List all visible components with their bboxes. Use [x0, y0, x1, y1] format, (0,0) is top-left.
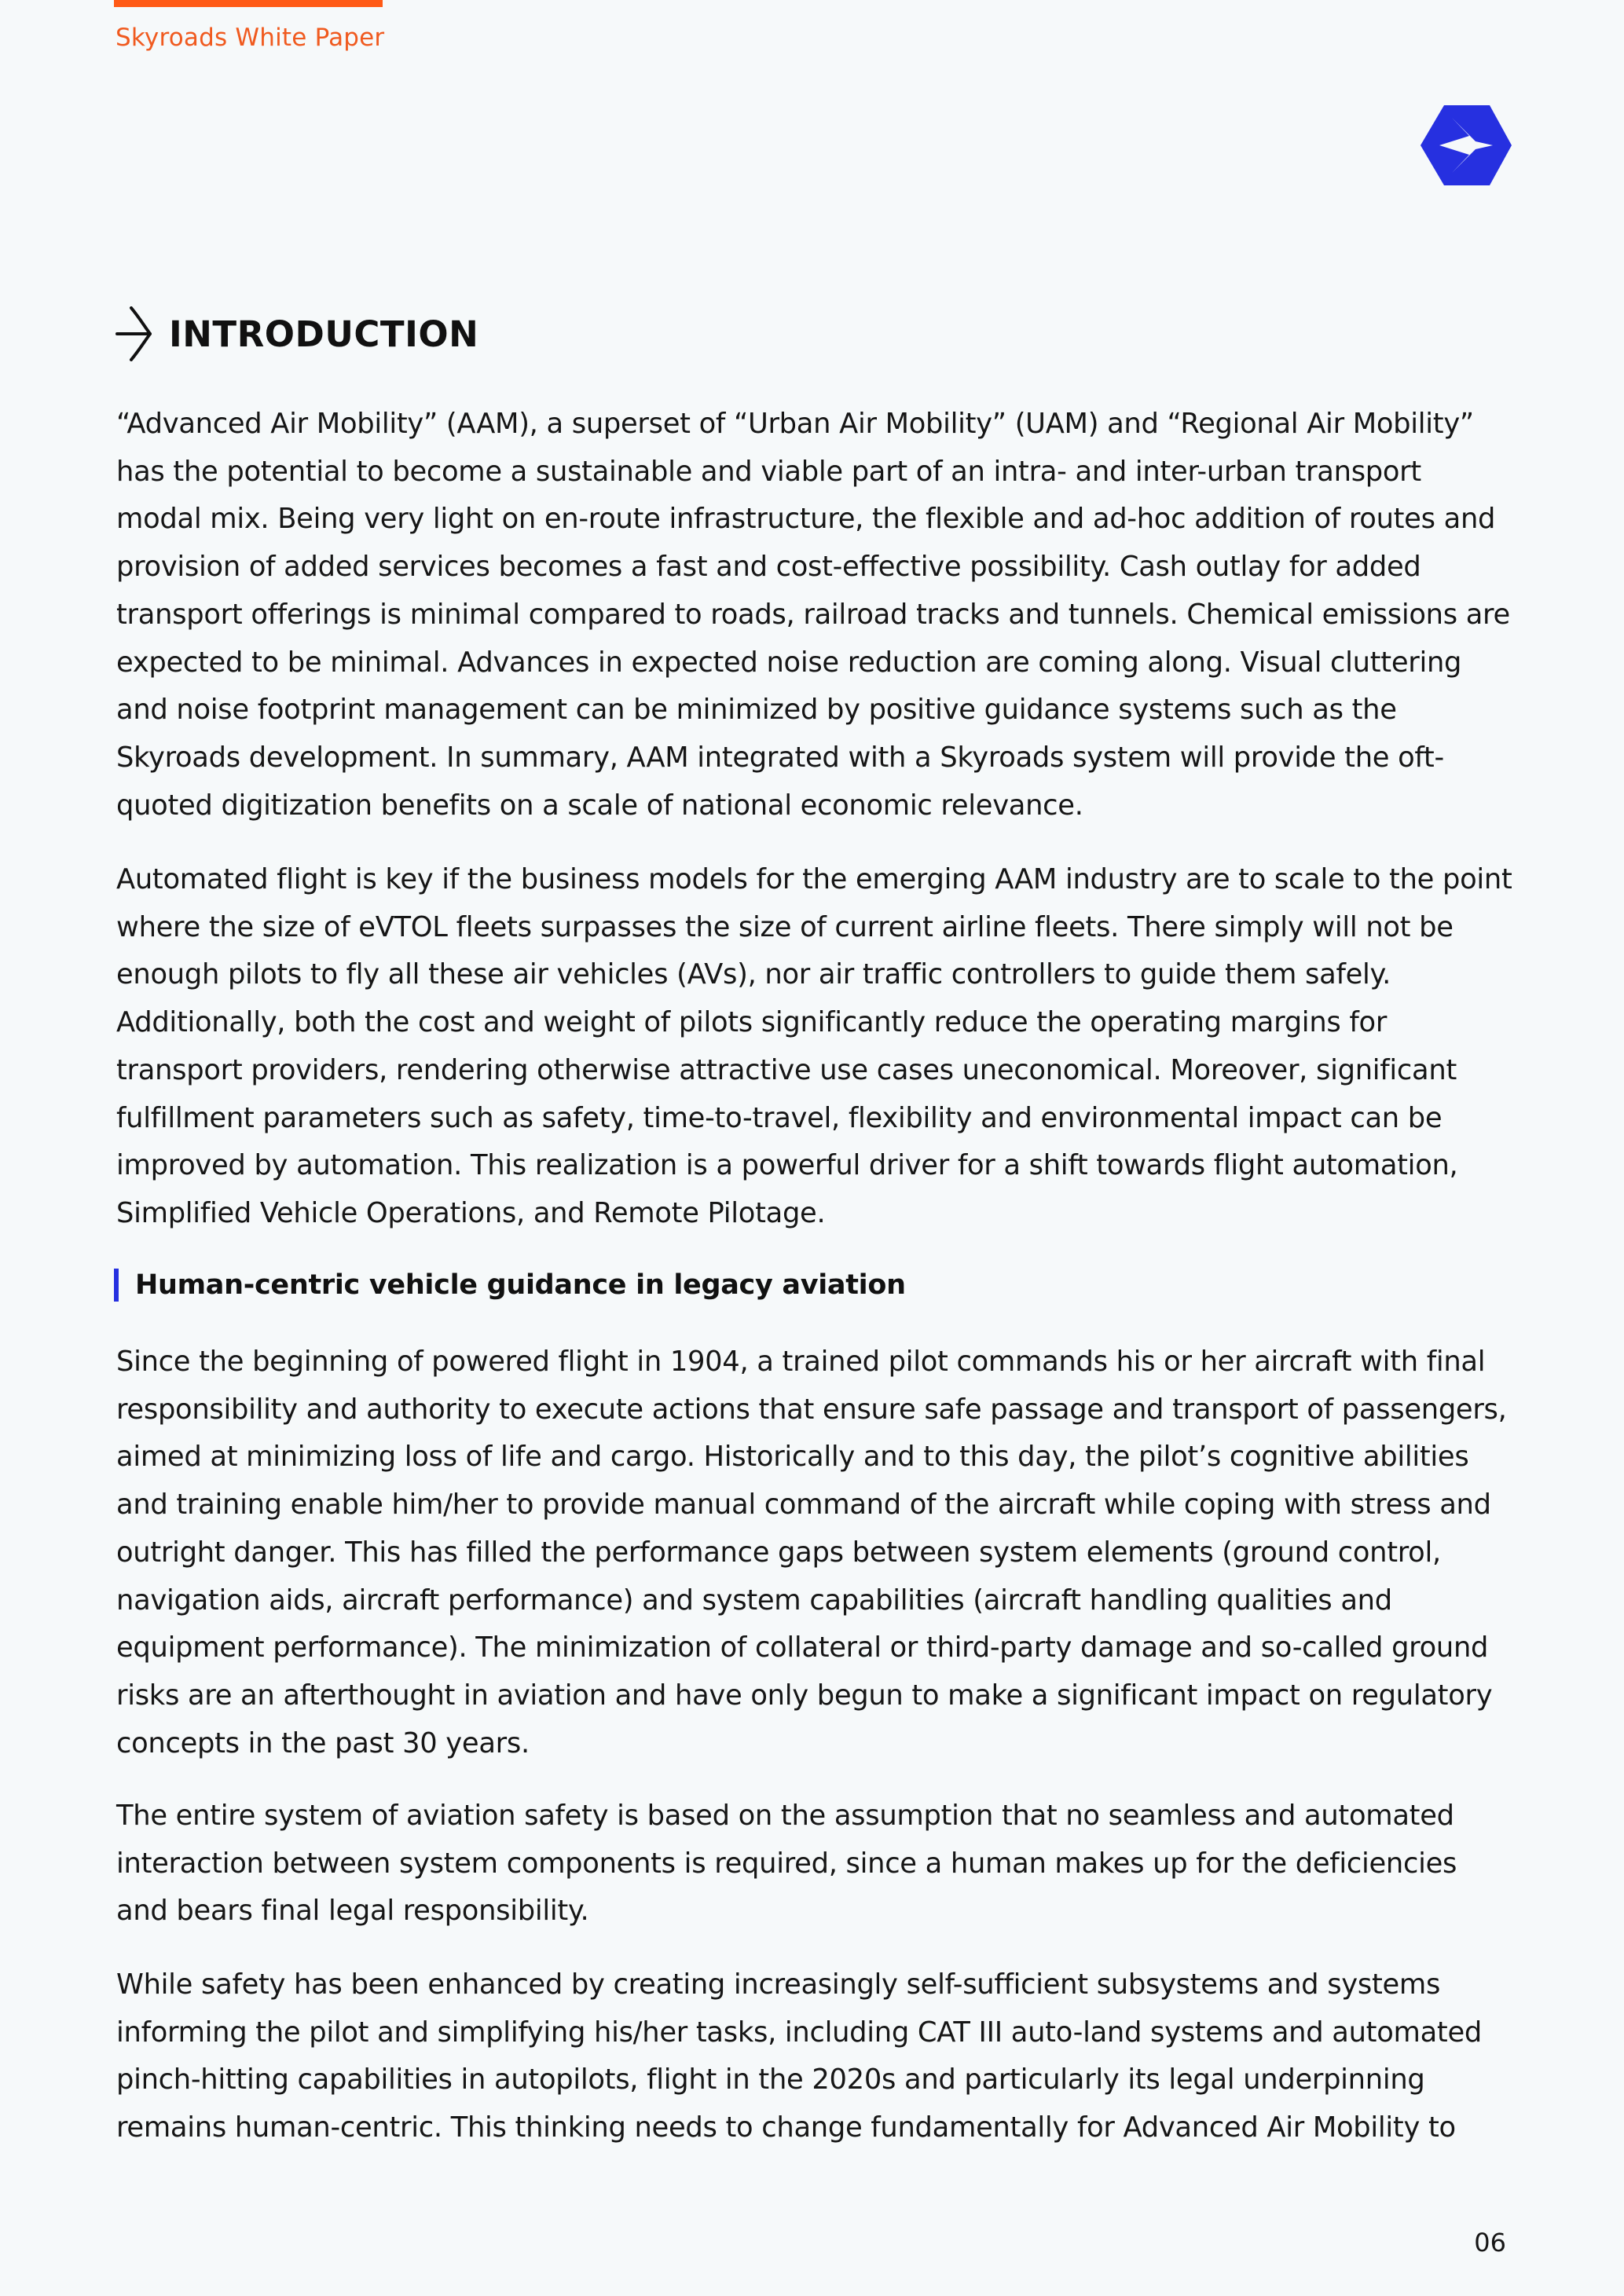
body-paragraph: The entire system of aviation safety is based on the assumption that no seamless and automated interaction between system components is required, since a human makes up for the deficiencies and bears final legal responsibility. — [116, 1800, 1457, 1928]
skyroads-hexagon-logo-icon — [1421, 105, 1512, 185]
section-heading — [114, 306, 478, 361]
arrow-right-icon — [114, 306, 152, 361]
body-paragraph: While safety has been enhanced by creating increasingly self-sufficient subsystems and systems informing the pilot and simplifying his/her tasks, including CAT III auto-land systems and automated pinch-hitting capabilities in autopilots, flight in the 2020s and particularly its legal underpinning remains human-centric. This thinking needs to change fundamentally for Advanced Air Mobility to — [116, 1968, 1482, 2144]
subsection-heading — [114, 1267, 906, 1303]
document-header-label: Skyroads White Paper — [115, 24, 385, 52]
section-title: INTRODUCTION — [169, 313, 479, 355]
subsection-accent-bar — [114, 1269, 119, 1302]
page-number: 06 — [1474, 2228, 1506, 2258]
subsection-title: Human-centric vehicle guidance in legacy aviation — [135, 1269, 906, 1301]
header-accent-bar — [114, 0, 383, 7]
body-paragraph: “Advanced Air Mobility” (AAM), a superset of “Urban Air Mobility” (UAM) and “Regional Air Mobility” has the potential to become a sustainable and viable part of an intra- and inter-urban transport modal mix. Being very light on en-route infrastructure, the flexible and ad-hoc addition of routes and provision of added services becomes a fast and cost-effective possibility. Cash outlay for added transport offerings is minimal compared to roads, railroad tracks and tunnels. Chemical emissions are expected to be minimal. Advances in expected noise reduction are coming along. Visual cluttering and noise footprint management can be minimized by positive guidance systems such as the Skyroads development. In summary, AAM integrated with a Skyroads system will provide the oft-quoted digitization benefits on a scale of national economic relevance. — [116, 408, 1510, 822]
body-paragraph: Since the beginning of powered flight in 1904, a trained pilot commands his or her aircraft with final responsibility and authority to execute actions that ensure safe passage and transport of passengers, aimed at minimizing loss of life and cargo. Historically and to this day, the pilot’s cognitive abilities and training enable him/her to provide manual command of the aircraft while coping with stress and outright danger. This has filled the performance gaps between system elements (ground control, navigation aids, aircraft performance) and system capabilities (aircraft handling qualities and equipment performance). The minimization of collateral or third-party damage and so-called ground risks are an afterthought in aviation and have only begun to make a significant impact on regulatory concepts in the past 30 years. — [116, 1346, 1507, 1760]
body-paragraph: Automated flight is key if the business models for the emerging AAM industry are to scale to the point where the size of eVTOL fleets surpasses the size of current airline fleets. There simply will not be enough pilots to fly all these air vehicles (AVs), nor air traffic controllers to guide them safely. Additionally, both the cost and weight of pilots significantly reduce the operating margins for transport providers, rendering otherwise attractive use cases uneconomical. Moreover, significant fulfillment parameters such as safety, time-to-travel, flexibility and environmental impact can be improved by automation. This realization is a powerful driver for a shift towards flight automation, Simplified Vehicle Operations, and Remote Pilotage. — [116, 863, 1512, 1229]
